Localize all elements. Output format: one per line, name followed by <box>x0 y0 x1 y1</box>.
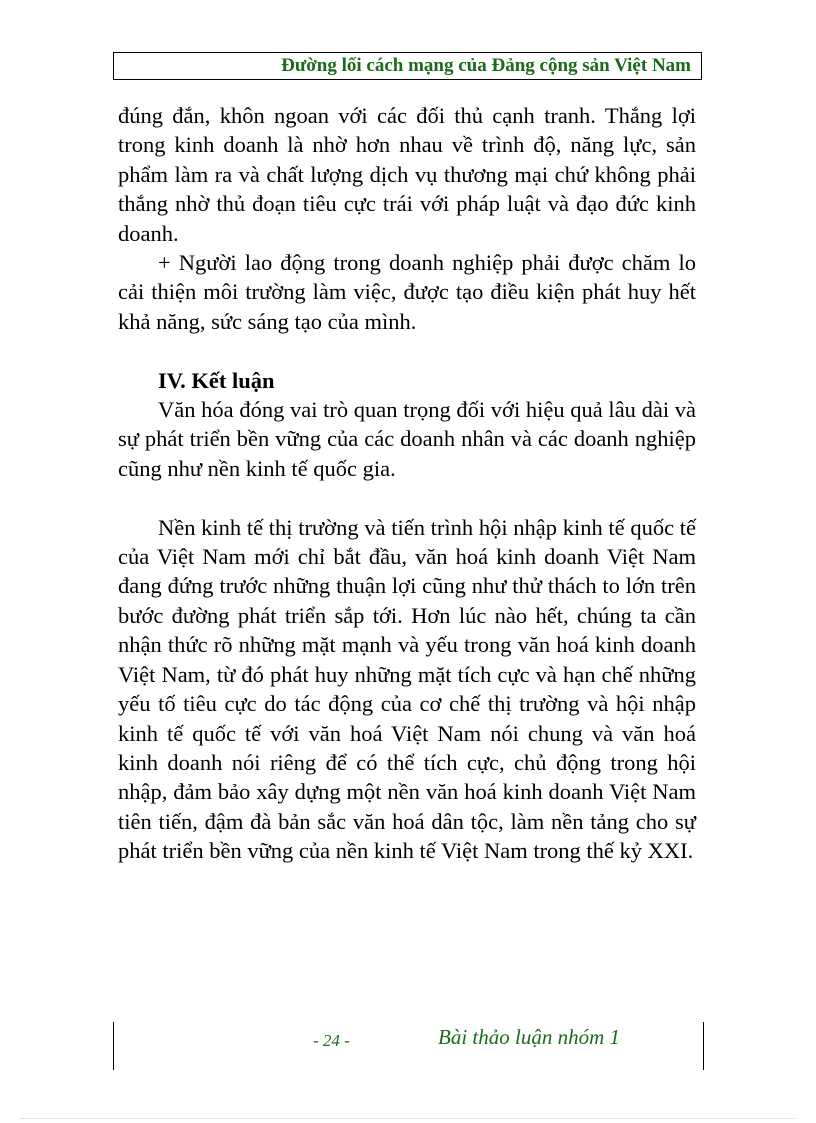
document-body <box>118 101 696 866</box>
page-edge-divider <box>20 1118 796 1119</box>
spacer <box>118 483 696 512</box>
spacer <box>118 336 696 365</box>
bullet-paragraph: + Người lao động trong doanh nghiệp phải được chăm lo cải thiện môi trường làm việc, được tạo điều kiện phát huy hết khả năng, sức sáng tạo của mình. <box>118 250 696 334</box>
footer-right-rule <box>703 1022 704 1070</box>
header-title: Đường lối cách mạng của Đảng cộng sản Việt Nam <box>281 55 691 76</box>
conclusion-paragraph: Văn hóa đóng vai trò quan trọng đối với hiệu quả lâu dài và sự phát triển bền vững của các doanh nhân và các doanh nghiệp cũng như nền kinh tế quốc gia. <box>118 397 696 481</box>
section-heading: IV. Kết luận <box>158 367 275 393</box>
page-number: - 24 - <box>313 1031 350 1050</box>
footer-left-rule <box>113 1022 114 1070</box>
body-paragraph: đúng đắn, khôn ngoan với các đối thủ cạnh tranh. Thắng lợi trong kinh doanh là nhờ hơn nhau về trình độ, năng lực, sản phẩm làm ra và chất lượng dịch vụ thương mại chứ không phải thắng nhờ thủ đoạn tiêu cực trái với pháp luật và đạo đức kinh doanh. <box>118 103 696 246</box>
page-header <box>113 52 702 80</box>
footer-title: Bài thảo luận nhóm 1 <box>438 1025 620 1049</box>
conclusion-paragraph: Nền kinh tế thị trường và tiến trình hội nhập kinh tế quốc tế của Việt Nam mới chỉ bắt đầu, văn hoá kinh doanh Việt Nam đang đứng trước những thuận lợi cũng như thử thách to lớn trên bước đường phát triển sắp tới. Hơn lúc nào hết, chúng ta cần nhận thức rõ những mặt mạnh và yếu trong văn hoá kinh doanh Việt Nam, từ đó phát huy những mặt tích cực và hạn chế những yếu tố tiêu cực do tác động của cơ chế thị trường và hội nhập kinh tế quốc tế với văn hoá Việt Nam nói chung và văn hoá kinh doanh nói riêng để có thể tích cực, chủ động trong hội nhập, đảm bảo xây dựng một nền văn hoá kinh doanh Việt Nam tiên tiến, đậm đà bản sắc văn hoá dân tộc, làm nền tảng cho sự phát triển bền vững của nền kinh tế Việt Nam trong thế kỷ XXI. <box>118 514 696 864</box>
